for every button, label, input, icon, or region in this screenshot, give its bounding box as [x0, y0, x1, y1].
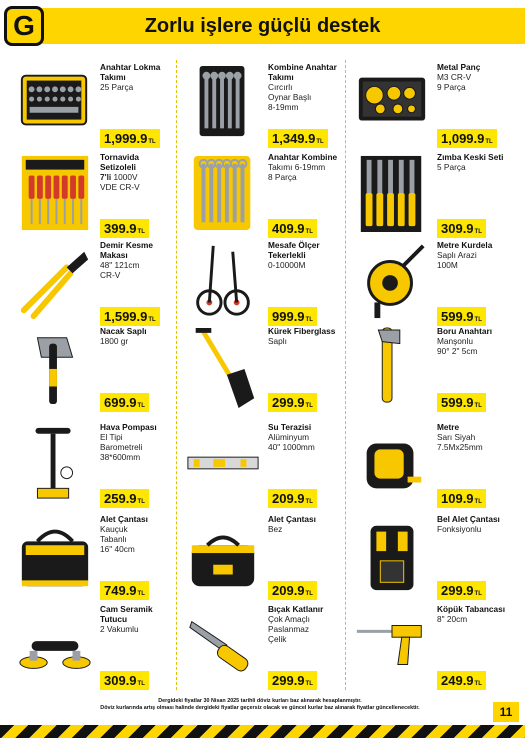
product-spec: Oynar Başlı — [268, 92, 312, 102]
price-value: 749.9 — [104, 583, 137, 598]
product-card — [178, 148, 346, 242]
product-card — [347, 418, 515, 512]
price-tag — [100, 129, 160, 148]
product-info — [268, 240, 344, 270]
price-tag — [100, 393, 149, 412]
product-spec: Alüminyum — [268, 432, 310, 442]
product-spec: 5 Parça — [437, 162, 466, 172]
price-value: 1,999.9 — [104, 131, 148, 146]
price-value: 309.9 — [104, 673, 137, 688]
tape-measure-icon — [353, 420, 431, 506]
product-name: Köpük Tabancası — [437, 604, 506, 614]
product-card — [347, 58, 515, 152]
product-spec: 90° 2" 5cm — [437, 346, 478, 356]
price-tag — [268, 393, 317, 412]
shovel-icon — [184, 324, 262, 410]
product-spec: 25 Parça — [100, 82, 134, 92]
product-name: Nacak Saplı — [100, 326, 147, 336]
product-info — [268, 62, 344, 112]
product-spec: Saplı — [268, 336, 287, 346]
product-spec: Barometreli — [100, 442, 143, 452]
price-tag — [437, 393, 486, 412]
bolt-cutter-icon — [16, 238, 94, 324]
product-spec — [100, 172, 176, 182]
price-currency: TL — [316, 139, 324, 145]
price-currency: TL — [305, 317, 313, 323]
product-info — [100, 422, 176, 462]
product-spec: Cırcırlı — [268, 82, 293, 92]
price-tag — [268, 671, 317, 690]
product-name: Anahtar Kombine — [268, 152, 338, 162]
product-card — [10, 236, 178, 330]
suction-lifter-icon — [16, 602, 94, 688]
price-currency: TL — [474, 403, 482, 409]
product-card — [10, 58, 178, 152]
product-card — [347, 510, 515, 604]
product-name: Alet Çantası — [268, 514, 316, 524]
product-spec: Tabanlı — [100, 534, 127, 544]
price-value: 299.9 — [272, 395, 305, 410]
price-value: 409.9 — [272, 221, 305, 236]
product-spec: Kauçuk — [100, 524, 128, 534]
price-currency: TL — [305, 403, 313, 409]
logo-letter: G — [13, 10, 35, 41]
screwdriver-set-icon — [16, 150, 94, 236]
product-name: Zımba Keski Seti — [437, 152, 504, 162]
footer-disclaimer — [40, 698, 480, 712]
product-name-suffix: 7'li — [100, 172, 112, 182]
product-spec: 38*600mm — [100, 452, 141, 462]
tape-reel-icon — [353, 238, 431, 324]
price-currency: TL — [305, 229, 313, 235]
product-name: Kürek Fiberglass — [268, 326, 336, 336]
price-currency: TL — [305, 499, 313, 505]
product-info — [268, 152, 344, 182]
price-tag — [437, 489, 486, 508]
product-card — [10, 510, 178, 604]
product-name: Cam Seramik Tutucu — [100, 604, 153, 624]
product-info — [268, 422, 344, 452]
product-info — [100, 62, 176, 92]
product-info — [437, 152, 513, 172]
product-info — [100, 326, 176, 346]
price-tag — [437, 581, 486, 600]
price-tag — [268, 581, 317, 600]
measuring-wheel-icon — [184, 238, 262, 324]
product-spec: 8" 20cm — [437, 614, 468, 624]
price-currency: TL — [474, 229, 482, 235]
product-spec: 8-19mm — [268, 102, 299, 112]
ratchet-wrench-set-icon — [184, 60, 262, 146]
product-name: Metal Panç — [437, 62, 481, 72]
product-info — [100, 514, 176, 554]
product-spec: 0-10000M — [268, 260, 306, 270]
tool-bag-large-icon — [16, 512, 94, 598]
price-currency: TL — [305, 591, 313, 597]
product-info — [268, 514, 344, 534]
hole-saw-kit-icon — [353, 60, 431, 146]
product-name: Metre — [437, 422, 460, 432]
price-currency: TL — [474, 681, 482, 687]
price-value: 309.9 — [441, 221, 474, 236]
product-spec: Çelik — [268, 634, 287, 644]
price-value: 599.9 — [441, 395, 474, 410]
product-card — [10, 148, 178, 242]
price-value: 999.9 — [272, 309, 305, 324]
product-spec: 40" 1000mm — [268, 442, 315, 452]
product-card — [178, 418, 346, 512]
product-card — [178, 510, 346, 604]
price-currency: TL — [137, 229, 145, 235]
product-card — [10, 418, 178, 512]
product-spec: Bez — [268, 524, 283, 534]
product-spec: Çok Amaçlı — [268, 614, 310, 624]
product-info — [437, 240, 513, 270]
price-value: 1,099.9 — [441, 131, 485, 146]
product-card — [347, 148, 515, 242]
page-number: 11 — [493, 702, 519, 722]
product-name: Kombine Anahtar Takımı — [268, 62, 337, 82]
product-spec: 2 Vakumlu — [100, 624, 139, 634]
product-name: Tornavida Setizoleli — [100, 152, 140, 172]
product-spec: 48" 121cm — [100, 260, 140, 270]
product-spec: Manşonlu — [437, 336, 473, 346]
price-value: 209.9 — [272, 583, 305, 598]
price-value: 399.9 — [104, 221, 137, 236]
price-currency: TL — [474, 317, 482, 323]
product-card — [347, 322, 515, 416]
brand-logo — [4, 6, 44, 46]
product-spec: Fonksiyonlu — [437, 524, 482, 534]
combination-wrench-set-icon — [184, 150, 262, 236]
price-currency: TL — [137, 403, 145, 409]
tool-belt-pouch-icon — [353, 512, 431, 598]
product-card — [178, 236, 346, 330]
socket-set-case-icon — [16, 60, 94, 146]
page-title: Zorlu işlere güçlü destek — [144, 15, 381, 37]
product-card — [347, 600, 515, 694]
product-spec: 8 Parça — [268, 172, 297, 182]
price-value: 299.9 — [441, 583, 474, 598]
price-tag — [268, 489, 317, 508]
product-spec: Saplı Arazi — [437, 250, 477, 260]
price-currency: TL — [474, 499, 482, 505]
product-card — [178, 600, 346, 694]
footer-line-2: Döviz kurlarında artış olması halinde dergideki fiyatlar geçersiz olacak ve güncel kurlar baz alınarak fiyatlar güncellenecektir. — [100, 705, 420, 711]
product-info — [437, 62, 513, 92]
product-info — [268, 326, 344, 346]
product-info — [100, 604, 176, 634]
price-currency: TL — [148, 139, 156, 145]
price-currency: TL — [137, 499, 145, 505]
product-name: Boru Anahtarı — [437, 326, 493, 336]
product-card — [178, 58, 346, 152]
hazard-stripe — [0, 725, 525, 738]
product-card — [178, 322, 346, 416]
price-tag — [100, 489, 149, 508]
product-spec: CR-V — [100, 270, 121, 280]
price-tag — [100, 581, 149, 600]
axe-icon — [16, 324, 94, 410]
price-tag — [437, 671, 486, 690]
spirit-level-icon — [184, 420, 262, 506]
header — [0, 0, 525, 52]
product-spec-text: 1000V — [111, 172, 138, 182]
price-currency: TL — [137, 591, 145, 597]
price-currency: TL — [485, 139, 493, 145]
product-spec: 16" 40cm — [100, 544, 135, 554]
price-currency: TL — [148, 317, 156, 323]
product-info — [268, 604, 344, 644]
product-name: Alet Çantası — [100, 514, 148, 524]
price-value: 599.9 — [441, 309, 474, 324]
product-info — [437, 604, 513, 624]
product-spec: 1800 gr — [100, 336, 129, 346]
product-name: Hava Pompası — [100, 422, 157, 432]
product-spec: Takımı 6-19mm — [268, 162, 326, 172]
chisel-punch-set-icon — [353, 150, 431, 236]
price-value: 249.9 — [441, 673, 474, 688]
footer-line-1: Dergideki fiyatlar 30 Nisan 2025 tarihli döviz kurları baz alınarak hesaplanmıştır. — [158, 698, 362, 704]
product-name: Bel Alet Çantası — [437, 514, 500, 524]
price-tag — [437, 129, 497, 148]
price-value: 699.9 — [104, 395, 137, 410]
product-spec: 9 Parça — [437, 82, 466, 92]
price-tag — [100, 671, 149, 690]
product-spec: 7.5Mx25mm — [437, 442, 483, 452]
pipe-wrench-icon — [353, 324, 431, 410]
product-info — [437, 326, 513, 356]
product-info — [437, 422, 513, 452]
product-spec: M3 CR-V — [437, 72, 472, 82]
product-name: Metre Kurdela — [437, 240, 493, 250]
product-info — [100, 152, 176, 192]
product-name: Su Terazisi — [268, 422, 312, 432]
price-value: 109.9 — [441, 491, 474, 506]
product-spec: El Tipi — [100, 432, 123, 442]
product-spec: Sarı Siyah — [437, 432, 476, 442]
product-spec: VDE CR-V — [100, 182, 140, 192]
floor-pump-icon — [16, 420, 94, 506]
product-spec: 100M — [437, 260, 458, 270]
price-value: 209.9 — [272, 491, 305, 506]
product-info — [100, 240, 176, 280]
footer — [0, 698, 525, 738]
product-card — [10, 322, 178, 416]
foam-gun-icon — [353, 602, 431, 688]
product-name: Bıçak Katlanır — [268, 604, 324, 614]
price-currency: TL — [137, 681, 145, 687]
product-spec: Paslanmaz — [268, 624, 310, 634]
product-name: Demir Kesme Makası — [100, 240, 154, 260]
product-name: Anahtar Lokma Takımı — [100, 62, 161, 82]
product-card — [10, 600, 178, 694]
price-currency: TL — [305, 681, 313, 687]
price-tag — [268, 129, 328, 148]
product-card — [347, 236, 515, 330]
price-value: 1,349.9 — [272, 131, 316, 146]
price-value: 259.9 — [104, 491, 137, 506]
price-value: 1,599.9 — [104, 309, 148, 324]
product-name: Mesafe Ölçer Tekerlekli — [268, 240, 320, 260]
product-info — [437, 514, 513, 534]
price-value: 299.9 — [272, 673, 305, 688]
folding-knife-icon — [184, 602, 262, 688]
price-currency: TL — [474, 591, 482, 597]
tool-bag-icon — [184, 512, 262, 598]
